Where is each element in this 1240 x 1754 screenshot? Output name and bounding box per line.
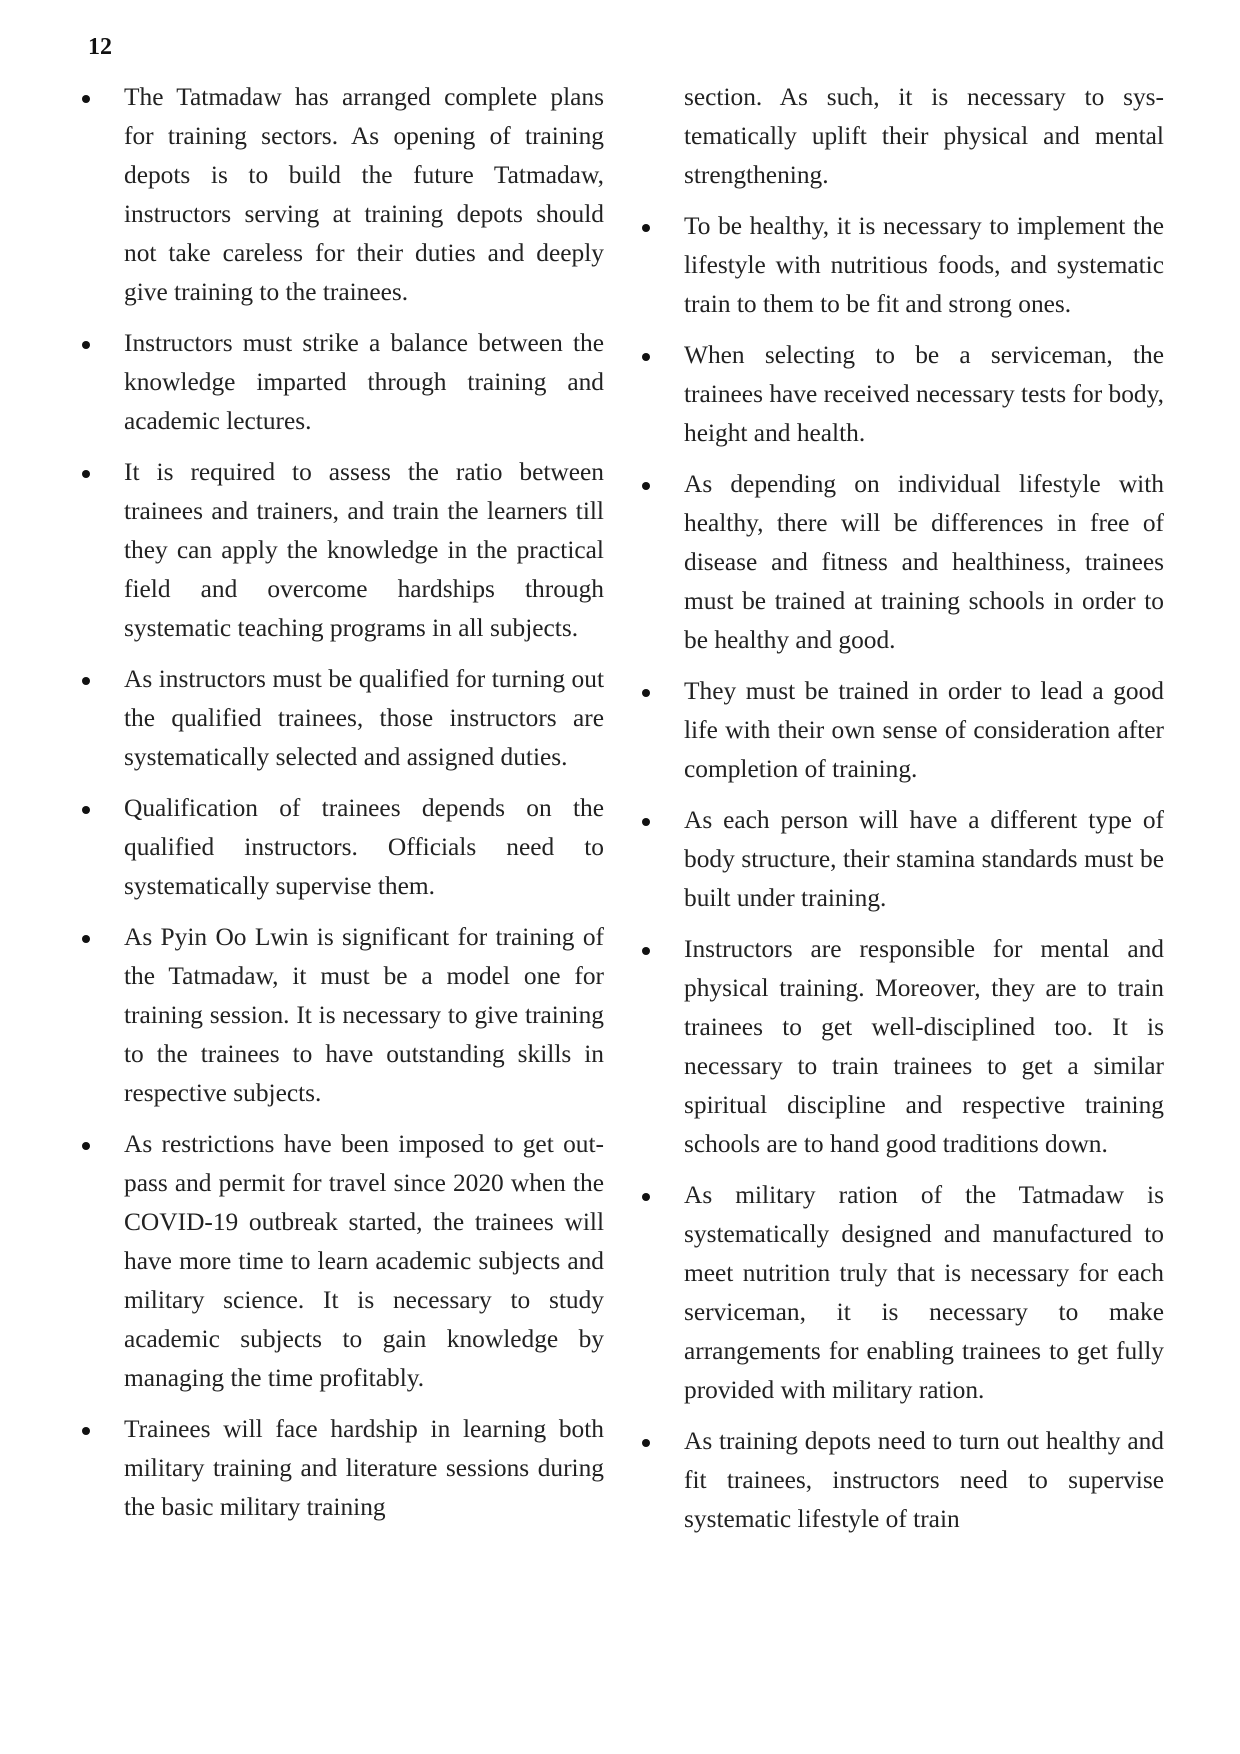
list-item	[640, 207, 1164, 324]
list-item-text: It is required to assess the ratio between trainees and trainers, and train the learners till they can apply the knowledge in the practical field and overcome hardships through systematic teaching programs in all subjects.	[124, 458, 604, 642]
continuation-text: section. As such, it is necessary to systematically uplift their physical and mental strengthening.	[684, 83, 1164, 189]
list-item-text: Qualification of trainees depends on the qualified instructors. Officials need to systematically supervise them.	[124, 794, 604, 900]
bullet-icon	[82, 806, 90, 814]
list-item	[640, 672, 1164, 789]
bullet-icon	[82, 95, 90, 103]
list-item-text: Trainees will face hardship in learning both military training and literature sessions during the basic military training	[124, 1415, 604, 1521]
list-item-text: They must be trained in order to lead a good life with their own sense of consideration after completion of training.	[684, 677, 1164, 783]
list-item	[640, 465, 1164, 660]
bullet-icon	[82, 935, 90, 943]
page-number: 12	[88, 34, 112, 60]
list-item	[80, 789, 604, 906]
bullet-icon	[82, 1142, 90, 1150]
bullet-icon	[642, 1439, 650, 1447]
list-item-text: As depending on individual lifestyle with healthy, there will be differences in free of disease and fitness and healthiness, trainees must be trained at training schools in order to be healthy and good.	[684, 470, 1164, 654]
right-bullet-list	[640, 207, 1164, 1539]
list-item	[640, 336, 1164, 453]
list-item	[80, 1410, 604, 1527]
bullet-icon	[82, 1427, 90, 1435]
list-item-text: Instructors must strike a balance between the knowledge imparted through training and academic lectures.	[124, 329, 604, 435]
bullet-icon	[642, 818, 650, 826]
bullet-icon	[82, 341, 90, 349]
list-item	[80, 918, 604, 1113]
list-item-text: As training depots need to turn out healthy and fit trainees, instructors need to supervise systematic lifestyle of train	[684, 1427, 1164, 1533]
list-item	[80, 324, 604, 441]
bullet-icon	[642, 1193, 650, 1201]
list-item	[640, 1422, 1164, 1539]
list-item	[640, 1176, 1164, 1410]
list-item-text: Instructors are responsible for mental and physical training. Moreover, they are to train trainees to get well-disciplined too. It is necessary to train trainees to get a similar spiritual discipline and respective training schools are to hand good traditions down.	[684, 935, 1164, 1158]
list-item	[80, 453, 604, 648]
list-item	[640, 801, 1164, 918]
list-item-text: As instructors must be qualified for turning out the qualified trainees, those instructors are systematically selected and assigned duties.	[124, 665, 604, 771]
bullet-icon	[82, 677, 90, 685]
list-item	[640, 930, 1164, 1164]
left-column	[80, 78, 604, 1539]
list-item-text: As Pyin Oo Lwin is significant for training of the Tatmadaw, it must be a model one for training session. It is necessary to give training to the trainees to have outstanding skills in respective subjects.	[124, 923, 604, 1107]
list-item-text: The Tatmadaw has arranged complete plans for training sectors. As opening of training depots is to build the future Tatmadaw, instructors serving at training depots should not take careless for their duties and deeply give training to the trainees.	[124, 83, 604, 306]
bullet-icon	[82, 470, 90, 478]
bullet-icon	[642, 482, 650, 490]
list-item-text: As each person will have a different type of body structure, their stamina standards must be built under training.	[684, 806, 1164, 912]
bullet-icon	[642, 689, 650, 697]
right-column	[640, 78, 1164, 1551]
list-item	[80, 78, 604, 312]
left-bullet-list	[80, 78, 604, 1527]
bullet-icon	[642, 947, 650, 955]
list-item-text: To be healthy, it is necessary to implement the lifestyle with nutritious foods, and systematic train to them to be fit and strong ones.	[684, 212, 1164, 318]
list-item	[80, 660, 604, 777]
list-item-text: As restrictions have been imposed to get out-pass and permit for travel since 2020 when the COVID-19 outbreak started, the trainees will have more time to learn academic subjects and military science. It is necessary to study academic subjects to gain knowledge by managing the time profitably.	[124, 1130, 604, 1392]
list-item	[80, 1125, 604, 1398]
list-item-text: As military ration of the Tatmadaw is systematically designed and manufactured to meet nutrition truly that is necessary for each serviceman, it is necessary to make arrangements for enabling trainees to get fully provided with military ration.	[684, 1181, 1164, 1404]
list-item-text: When selecting to be a serviceman, the trainees have received necessary tests for body, height and health.	[684, 341, 1164, 447]
bullet-icon	[642, 224, 650, 232]
bullet-icon	[642, 353, 650, 361]
